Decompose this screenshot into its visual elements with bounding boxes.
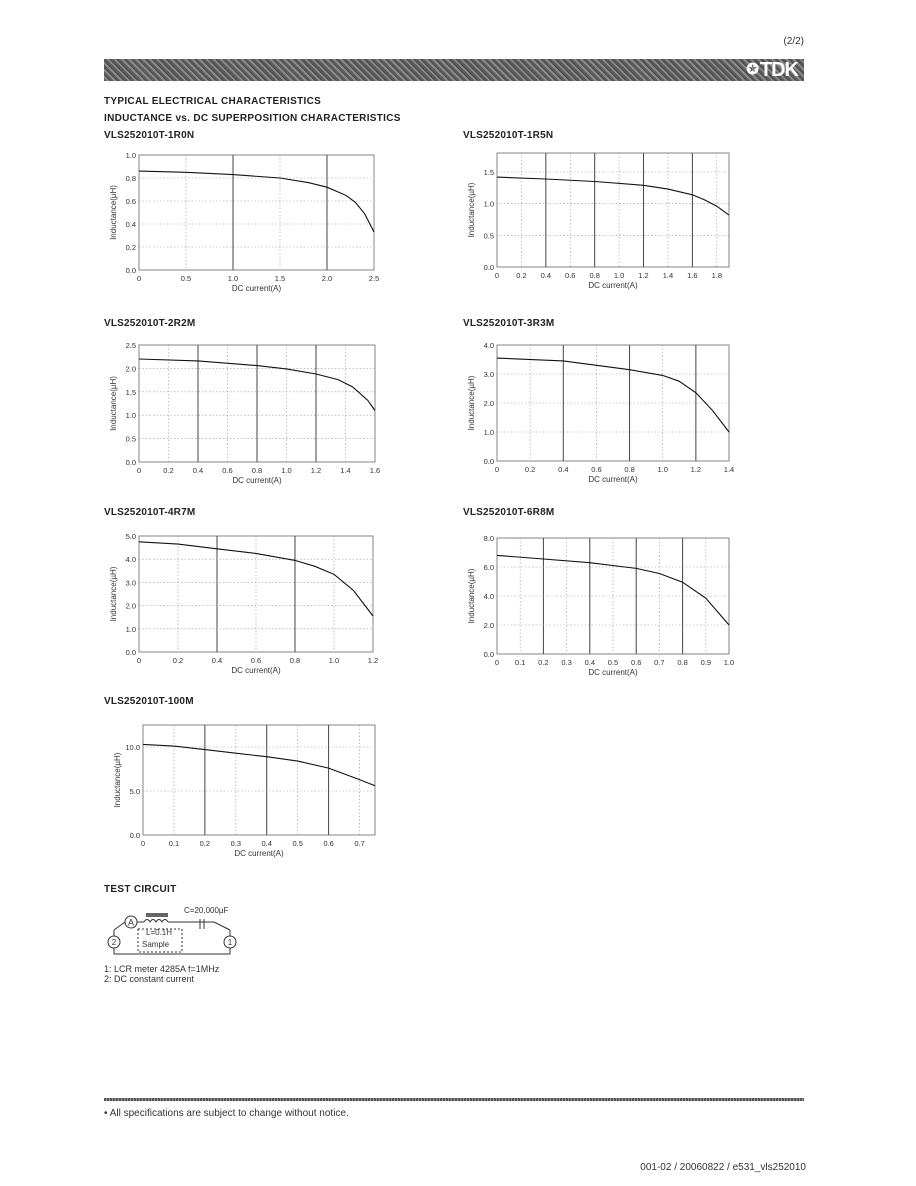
x-tick-label: 0.1 [168,839,180,848]
y-tick-label: 2.0 [483,399,494,408]
x-tick-label: 0 [494,465,500,474]
test-circuit-diagram [104,903,264,965]
x-tick-label: 1.0 [657,465,668,474]
inductor-label: L=0.1H [146,928,173,937]
x-tick-label: 0.8 [251,466,263,475]
x-tick-label: 0.4 [211,656,223,665]
tdk-logo [746,59,798,81]
x-tick-label: 0 [136,656,142,665]
y-tick-label: 2.5 [125,341,136,350]
y-tick-label: 0.6 [125,197,136,206]
x-tick-label: 1.8 [711,271,723,280]
y-tick-label: 0.2 [125,243,136,252]
y-tick-label: 4.0 [125,555,136,565]
x-tick-label: 2.5 [368,274,380,283]
x-tick-label: 0.3 [561,658,572,667]
x-axis-label: DC current(A) [232,476,282,485]
y-tick-label: 3.0 [483,370,494,379]
y-tick-label: 10.0 [125,743,140,752]
y-tick-label: 1.5 [125,387,136,397]
section-subtitle: INDUCTANCE vs. DC SUPERPOSITION CHARACTERISTICS [104,113,401,124]
y-tick-label: 0.0 [483,263,494,272]
y-axis-label: Inductance(µH) [109,566,118,622]
x-tick-label: 0 [140,839,146,848]
chart-title-4r7m: VLS252010T-4R7M [104,507,196,518]
y-tick-label: 0.8 [125,174,136,183]
x-tick-label: 0 [136,466,142,475]
y-tick-label: 0.0 [483,650,494,659]
chart-vls252010t-100m [104,711,394,866]
y-tick-label: 0.4 [125,220,136,229]
x-tick-label: 0.2 [163,466,174,475]
sample-label: Sample [142,940,170,949]
x-tick-label: 0.4 [584,658,596,667]
y-tick-label: 8.0 [483,534,494,543]
x-tick-label: 1.0 [281,466,292,475]
x-tick-label: 0.2 [538,658,549,667]
y-axis-label: Inductance(µH) [113,752,122,808]
x-tick-label: 0.9 [700,658,712,667]
page-number: (2/2) [783,36,804,47]
document-id: 001-02 / 20060822 / e531_vls252010 [640,1162,806,1173]
inductance-curve [143,744,375,785]
y-tick-label: 0.5 [125,434,136,444]
x-tick-label: 1.0 [613,271,625,280]
x-tick-label: 1.4 [340,466,351,475]
x-tick-label: 0.1 [514,658,526,667]
chart-title-100m: VLS252010T-100M [104,696,194,707]
y-tick-label: 0.0 [125,648,136,657]
x-tick-label: 0.6 [250,656,262,665]
y-tick-label: 1.0 [125,624,136,634]
x-tick-label: 0 [494,658,500,667]
inductance-curve [139,171,374,232]
x-axis-label: DC current(A) [588,668,638,677]
chart-title-1r5n: VLS252010T-1R5N [463,130,554,141]
x-tick-label: 0.7 [354,839,365,848]
chart-vls252010t-2r2m [104,333,394,493]
inductance-curve [497,358,729,432]
x-tick-label: 0.5 [607,658,619,667]
y-tick-label: 0.0 [129,831,140,840]
chart-vls252010t-1r5n [463,145,753,300]
y-tick-label: 0.5 [483,231,494,241]
x-tick-label: 0 [136,274,142,283]
x-tick-label: 0.5 [292,839,303,848]
y-tick-label: 2.0 [125,601,136,611]
chart-vls252010t-1r0n [104,145,394,300]
plot-frame [497,153,729,267]
x-tick-label: 0 [494,271,500,280]
y-tick-label: 1.0 [483,199,494,209]
footer-note: • All specifications are subject to change without notice. [104,1108,349,1119]
x-tick-label: 1.0 [227,274,239,283]
x-axis-label: DC current(A) [588,475,638,484]
x-tick-label: 1.2 [367,656,379,665]
inductor-coil [144,920,168,923]
y-tick-label: 1.0 [125,411,136,421]
x-tick-label: 0.7 [654,658,665,667]
x-tick-label: 1.0 [723,658,735,667]
x-axis-label: DC current(A) [588,281,638,290]
header-banner [104,59,804,81]
y-tick-label: 0.0 [125,458,136,467]
x-tick-label: 1.6 [369,466,381,475]
chart-title-6r8m: VLS252010T-6R8M [463,507,555,518]
x-tick-label: 0.6 [565,271,576,280]
y-axis-label: Inductance(µH) [467,375,476,431]
x-tick-label: 1.5 [274,274,286,283]
y-tick-label: 6.0 [483,563,494,572]
y-tick-label: 0.0 [483,457,494,466]
x-tick-label: 0.4 [540,271,552,280]
footer-divider [104,1098,804,1101]
x-tick-label: 0.8 [589,271,600,280]
x-axis-label: DC current(A) [231,284,282,293]
x-tick-label: 0.6 [630,658,642,667]
wire-to-cap [214,922,230,930]
x-tick-label: 1.0 [328,656,340,665]
chart-title-3r3m: VLS252010T-3R3M [463,318,555,329]
inductance-curve [497,177,729,215]
lcr-meter-label: 1 [227,938,233,947]
x-tick-label: 0.6 [591,465,602,474]
x-tick-label: 1.2 [310,466,322,475]
x-tick-label: 0.8 [289,656,301,665]
x-tick-label: 0.6 [222,466,233,475]
y-axis-label: Inductance(µH) [109,185,118,240]
x-axis-label: DC current(A) [231,666,281,675]
y-tick-label: 4.0 [483,592,494,601]
chart-title-2r2m: VLS252010T-2R2M [104,318,196,329]
x-tick-label: 0.4 [192,466,204,475]
y-tick-label: 1.0 [483,428,494,437]
x-tick-label: 0.2 [524,465,536,474]
y-axis-label: Inductance(µH) [109,376,118,431]
tdk-logo-mark-icon: ✪ [746,61,758,78]
x-tick-label: 0.6 [323,839,334,848]
x-tick-label: 0.3 [230,839,242,848]
y-tick-label: 2.0 [483,621,494,630]
dc-source-label: 2 [111,938,117,947]
capacitor-label: C=20,000µF [184,906,229,915]
brand-text: TDK [759,59,798,81]
x-tick-label: 1.4 [662,271,674,280]
y-tick-label: 5.0 [125,532,136,541]
x-tick-label: 2.0 [321,274,333,283]
y-tick-label: 1.0 [125,151,136,160]
x-tick-label: 0.4 [261,839,272,848]
chart-title-1r0n: VLS252010T-1R0N [104,130,195,141]
wire-to-ammeter [114,922,125,930]
x-axis-label: DC current(A) [234,849,284,858]
y-tick-label: 2.0 [125,364,136,374]
x-tick-label: 1.4 [723,465,735,474]
y-axis-label: Inductance(µH) [467,182,476,238]
x-tick-label: 1.2 [638,271,649,280]
plot-frame [143,725,375,835]
inductance-curve [497,555,729,625]
y-tick-label: 5.0 [129,787,140,796]
y-tick-label: 1.5 [483,168,494,177]
x-tick-label: 1.6 [687,271,698,280]
chart-vls252010t-4r7m [104,522,394,682]
chart-vls252010t-6r8m [463,522,753,682]
test-circuit-legend-2: 2: DC constant current [104,974,195,984]
x-tick-label: 0.2 [172,656,184,665]
x-tick-label: 0.5 [180,274,192,283]
x-tick-label: 1.2 [690,465,702,474]
y-tick-label: 0.0 [125,266,136,275]
x-tick-label: 0.2 [199,839,211,848]
x-tick-label: 0.4 [558,465,569,474]
y-axis-label: Inductance(µH) [467,568,476,624]
y-tick-label: 4.0 [483,341,494,350]
x-tick-label: 0.8 [624,465,635,474]
x-tick-label: 0.2 [516,271,527,280]
y-tick-label: 3.0 [125,578,136,588]
section-title: TYPICAL ELECTRICAL CHARACTERISTICS [104,96,322,107]
test-circuit-legend-1: 1: LCR meter 4285A f=1MHz [104,964,220,974]
ammeter-label: A [127,917,135,928]
x-tick-label: 0.8 [677,658,688,667]
chart-vls252010t-3r3m [463,333,753,493]
test-circuit-heading: TEST CIRCUIT [104,884,177,895]
